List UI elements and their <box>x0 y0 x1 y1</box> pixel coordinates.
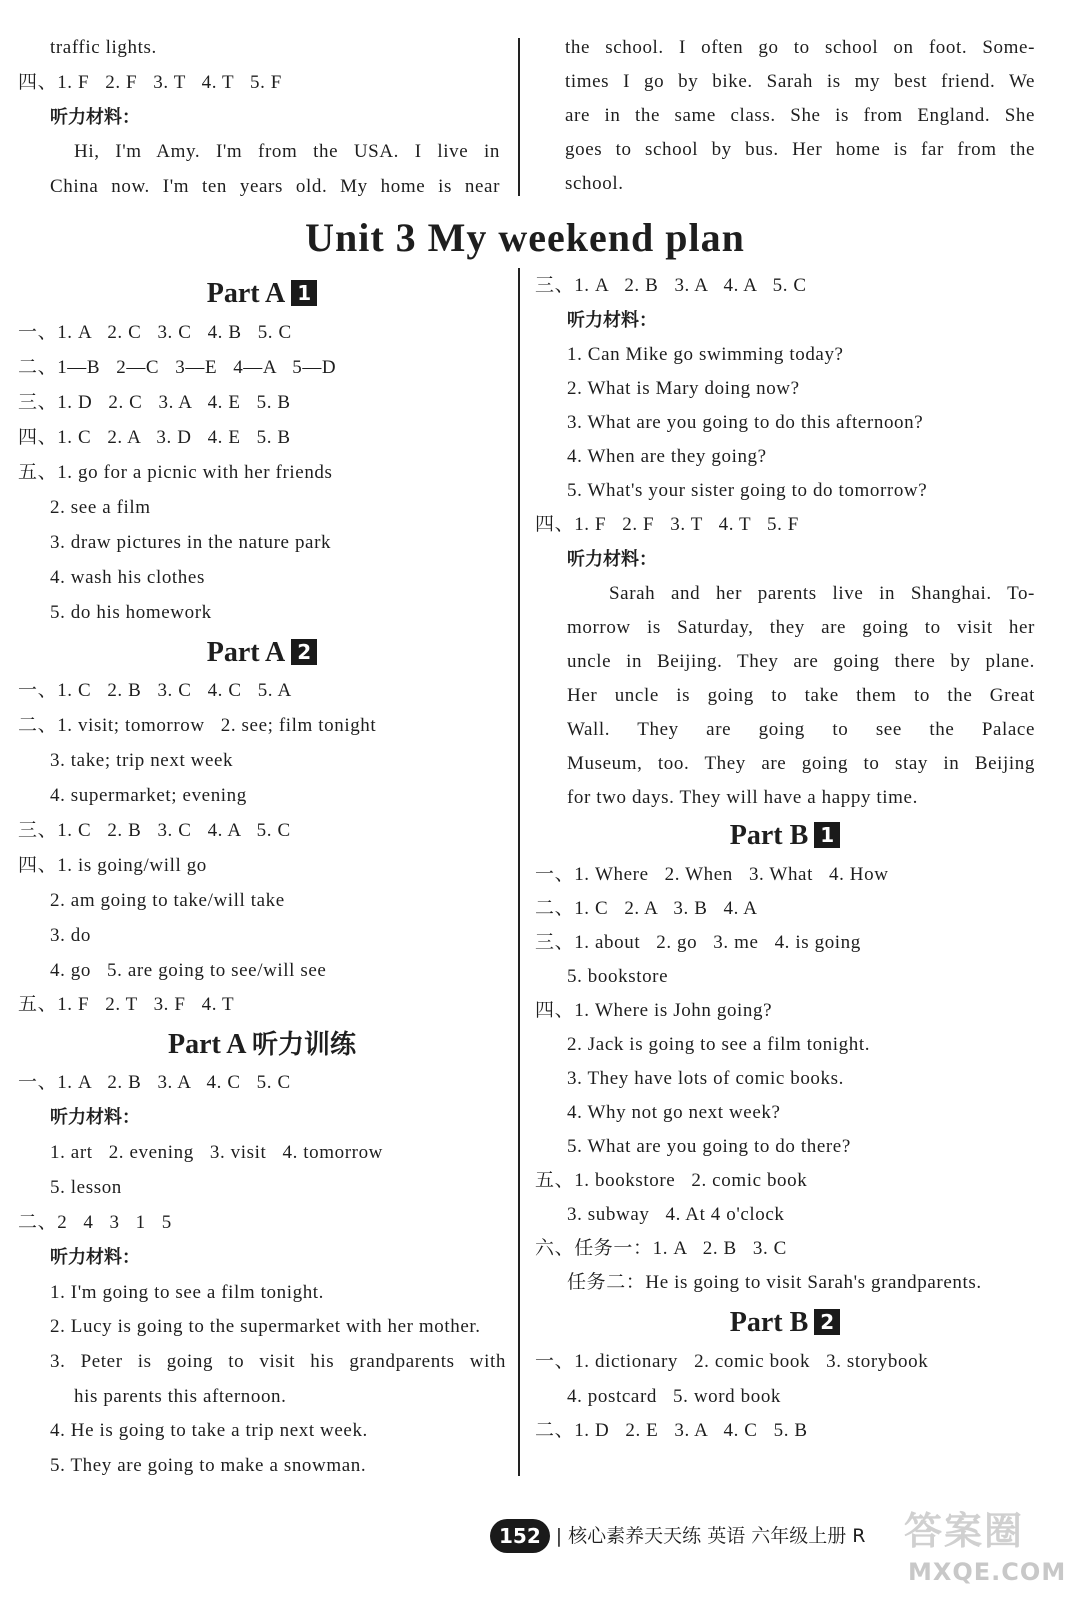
answer-line: 五、1. go for a picnic with her friends <box>18 462 333 483</box>
part-a-2-heading <box>18 635 506 671</box>
answer-line: 三、1. A 2. B 3. A 4. A 5. C <box>535 275 807 296</box>
text-line: Hi, I'm Amy. I'm from the USA. I live in <box>74 141 500 162</box>
answer-line: 1. Can Mike go swimming today? <box>567 344 844 365</box>
answer-line: 四、1. C 2. A 3. D 4. E 5. B <box>18 427 291 448</box>
book-title: 核心素养天天练 英语 六年级上册 R <box>568 1525 866 1547</box>
answer-line: 一、1. dictionary 2. comic book 3. storybook <box>535 1351 929 1372</box>
part-subtitle: 听力训练 <box>251 1030 356 1060</box>
answer-line: 4. postcard 5. word book <box>567 1386 782 1407</box>
column-divider <box>518 268 520 1476</box>
answer-line: 二、1. D 2. E 3. A 4. C 5. B <box>535 1420 808 1441</box>
part-b-1-answers <box>535 860 1035 1300</box>
unit-title: Unit 3 My weekend plan <box>305 215 745 260</box>
text-line: China now. I'm ten years old. My home is near <box>50 176 500 197</box>
text-line: traffic lights. <box>50 37 157 58</box>
answer-line: 4. go 5. are going to see/will see <box>50 960 327 981</box>
text-line: uncle in Beijing. They are going there by plane. <box>567 651 1035 672</box>
answer-line: 二、2 4 3 1 5 <box>18 1212 172 1233</box>
answer-line: his parents this afternoon. <box>74 1386 287 1407</box>
answer-line: 2. Jack is going to see a film tonight. <box>567 1034 871 1055</box>
answer-line: 3. What are you going to do this afternoon? <box>567 412 924 433</box>
page-number: 152 <box>490 1519 550 1553</box>
part-b-2-answers <box>535 1347 1035 1457</box>
part-b-2-heading <box>535 1305 1035 1341</box>
answer-line: 4. He is going to take a trip next week. <box>50 1420 368 1441</box>
listening-label: 听力材料： <box>50 1247 140 1268</box>
answer-line: 任务二：He is going to visit Sarah's grandparents. <box>567 1272 982 1293</box>
answer-line: 5. They are going to make a snowman. <box>50 1455 367 1476</box>
answer-line: 2. see a film <box>50 497 151 518</box>
text-line: school. <box>565 173 624 194</box>
page-footer <box>490 1519 910 1553</box>
answer-line: 一、1. C 2. B 3. C 4. C 5. A <box>18 680 292 701</box>
answer-line: 3. draw pictures in the nature park <box>50 532 332 553</box>
part-a-1-heading <box>18 276 506 312</box>
text-line: Museum, too. They are going to stay in Beijing <box>567 753 1035 774</box>
text-line: the school. I often go to school on foot. Some- <box>565 37 1035 58</box>
answer-line: 3. do <box>50 925 91 946</box>
text-line: are in the same class. She is from England. She <box>565 105 1035 126</box>
answer-line: 三、1. C 2. B 3. C 4. A 5. C <box>18 820 291 841</box>
part-number-badge: 1 <box>291 280 317 306</box>
answer-line: 二、1—B 2—C 3—E 4—A 5—D <box>18 357 337 378</box>
answer-line: 五、1. bookstore 2. comic book <box>535 1170 808 1191</box>
answer-line: 四、1. is going/will go <box>18 855 207 876</box>
answer-line: 4. supermarket; evening <box>50 785 247 806</box>
column-divider-top <box>518 38 520 196</box>
part-number-badge: 2 <box>814 1309 840 1335</box>
part-a-2-answers <box>18 676 506 1021</box>
answer-line: 1. I'm going to see a film tonight. <box>50 1282 325 1303</box>
part-title: Part B <box>729 1307 809 1338</box>
answer-line: 2. am going to take/will take <box>50 890 285 911</box>
answer-line: 五、1. F 2. T 3. F 4. T <box>18 994 235 1015</box>
answer-line: 2. Lucy is going to the supermarket with her mother. <box>50 1316 481 1337</box>
answer-line: 3. They have lots of comic books. <box>567 1068 844 1089</box>
part-a-1-continued <box>535 271 1035 821</box>
answer-line: 三、1. about 2. go 3. me 4. is going <box>535 932 861 953</box>
top-left-block <box>18 33 506 203</box>
text-line: goes to school by bus. Her home is far from the <box>565 139 1035 160</box>
answer-line: 一、1. A 2. B 3. A 4. C 5. C <box>18 1072 291 1093</box>
text-line: times I go by bike. Sarah is my best friend. We <box>565 71 1035 92</box>
answer-line: 5. lesson <box>50 1177 122 1198</box>
text-line: morrow is Saturday, they are going to visit her <box>567 617 1035 638</box>
answer-line: 二、1. visit; tomorrow 2. see; film tonight <box>18 715 377 736</box>
answer-line: 四、1. Where is John going? <box>535 1000 773 1021</box>
part-number-badge: 2 <box>291 639 317 665</box>
part-title: Part A <box>167 1029 245 1060</box>
answer-line: 1. art 2. evening 3. visit 4. tomorrow <box>50 1142 383 1163</box>
answer-line: 三、1. D 2. C 3. A 4. E 5. B <box>18 392 291 413</box>
part-number-badge: 1 <box>814 822 840 848</box>
answer-line: 4. When are they going? <box>567 446 767 467</box>
listening-label: 听力材料： <box>50 1107 140 1128</box>
part-title: Part A <box>206 278 286 309</box>
part-title: Part B <box>729 820 809 851</box>
answer-line: 5. What are you going to do there? <box>567 1136 851 1157</box>
part-b-1-heading <box>535 818 1035 854</box>
text-line: Sarah and her parents live in Shanghai. To- <box>609 583 1035 604</box>
answer-line: 六、任务一：1. A 2. B 3. C <box>535 1238 787 1259</box>
answer-line: 4. wash his clothes <box>50 567 205 588</box>
listening-label: 听力材料： <box>567 310 657 331</box>
answer-line: 5. bookstore <box>567 966 669 987</box>
listening-label: 听力材料： <box>50 107 140 128</box>
answer-line: 4. Why not go next week? <box>567 1102 781 1123</box>
watermark-logo <box>900 1500 1066 1595</box>
answer-line: 一、1. Where 2. When 3. What 4. How <box>535 864 889 885</box>
text-line: for two days. They will have a happy time. <box>567 787 918 808</box>
part-a-listening-heading <box>18 1027 506 1063</box>
answer-line: 四、1. F 2. F 3. T 4. T 5. F <box>535 514 799 535</box>
part-a-1-answers <box>18 318 506 628</box>
text-line: Her uncle is going to take them to the Great <box>567 685 1035 706</box>
part-title: Part A <box>206 637 286 668</box>
text-line: Wall. They are going to see the Palace <box>567 719 1035 740</box>
footer-separator: | <box>555 1525 563 1547</box>
top-right-block <box>535 33 1035 203</box>
answer-line: 3. subway 4. At 4 o'clock <box>567 1204 785 1225</box>
answer-line: 5. What's your sister going to do tomorrow? <box>567 480 928 501</box>
answer-line: 四、1. F 2. F 3. T 4. T 5. F <box>18 72 282 93</box>
watermark-url: MXQE.COM <box>908 1558 1066 1586</box>
answer-line: 一、1. A 2. C 3. C 4. B 5. C <box>18 322 292 343</box>
answer-line: 3. take; trip next week <box>50 750 234 771</box>
answer-line: 3. Peter is going to visit his grandparents with <box>50 1351 506 1372</box>
part-a-listening-answers <box>18 1068 506 1488</box>
watermark-text: 答案圈 <box>904 1509 1025 1553</box>
answer-line: 二、1. C 2. A 3. B 4. A <box>535 898 758 919</box>
answer-line: 2. What is Mary doing now? <box>567 378 800 399</box>
listening-label: 听力材料： <box>567 549 657 570</box>
answer-line: 5. do his homework <box>50 602 212 623</box>
